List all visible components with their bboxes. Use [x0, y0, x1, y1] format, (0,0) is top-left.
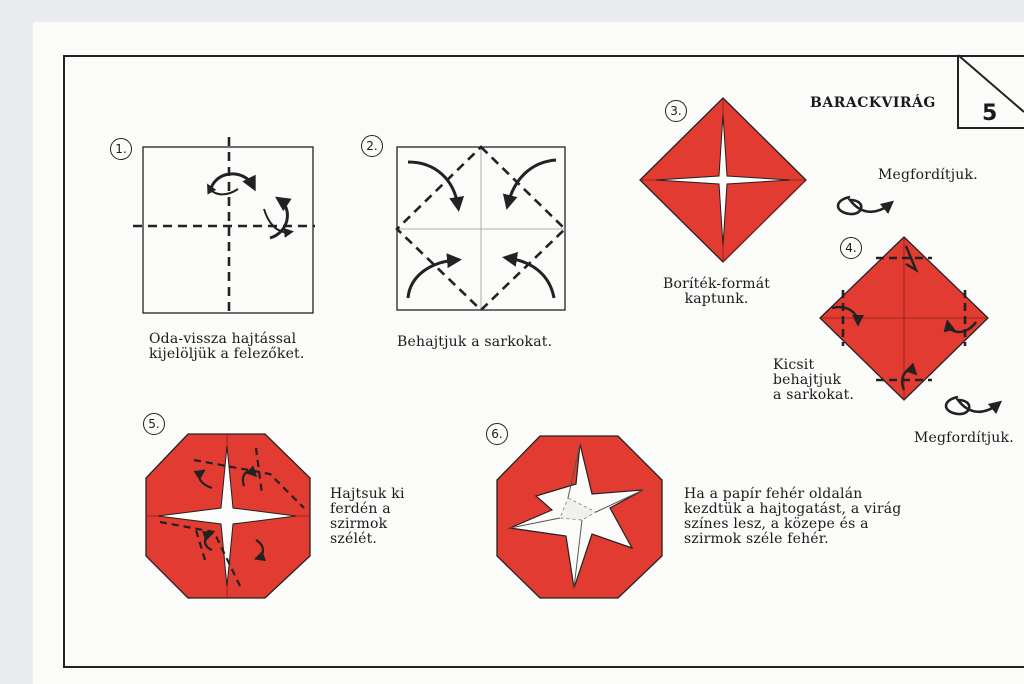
- turn-over-arrow-1: [838, 197, 890, 214]
- step-2-diagram: [397, 147, 565, 310]
- step-1-caption: Oda-vissza hajtással kijelöljük a felezőket.: [149, 331, 305, 362]
- step-6-number: 6.: [486, 423, 508, 445]
- page-number: 5: [982, 101, 998, 126]
- step-5-caption: Hajtsuk ki ferdén a szirmok szélét.: [330, 486, 405, 547]
- turn-over-note-1: Megfordítjuk.: [878, 167, 978, 183]
- step-2-caption: Behajtjuk a sarkokat.: [397, 334, 553, 350]
- step-1-number: 1.: [110, 138, 132, 160]
- step-1-diagram: [133, 137, 315, 313]
- step-3-number: 3.: [665, 100, 687, 122]
- step-4-number: 4.: [840, 237, 862, 259]
- step-4-caption: Kicsit behajtjuk a sarkokat.: [773, 357, 855, 403]
- step-3-diagram: [640, 98, 806, 262]
- turn-over-arrow-2: [946, 397, 998, 414]
- step-6-caption: Ha a papír fehér oldalán kezdtük a hajtogatást, a virág színes lesz, a közepe és a szirmok széle fehér.: [684, 486, 902, 547]
- turn-over-note-2: Megfordítjuk.: [914, 430, 1014, 446]
- step-5-number: 5.: [143, 413, 165, 435]
- step-5-diagram: [146, 434, 310, 598]
- page-title: BARACKVIRÁG: [810, 95, 936, 111]
- step-6-diagram: [497, 436, 662, 598]
- step-2-number: 2.: [361, 135, 383, 157]
- step-3-caption: Boríték-formát kaptunk.: [663, 276, 771, 307]
